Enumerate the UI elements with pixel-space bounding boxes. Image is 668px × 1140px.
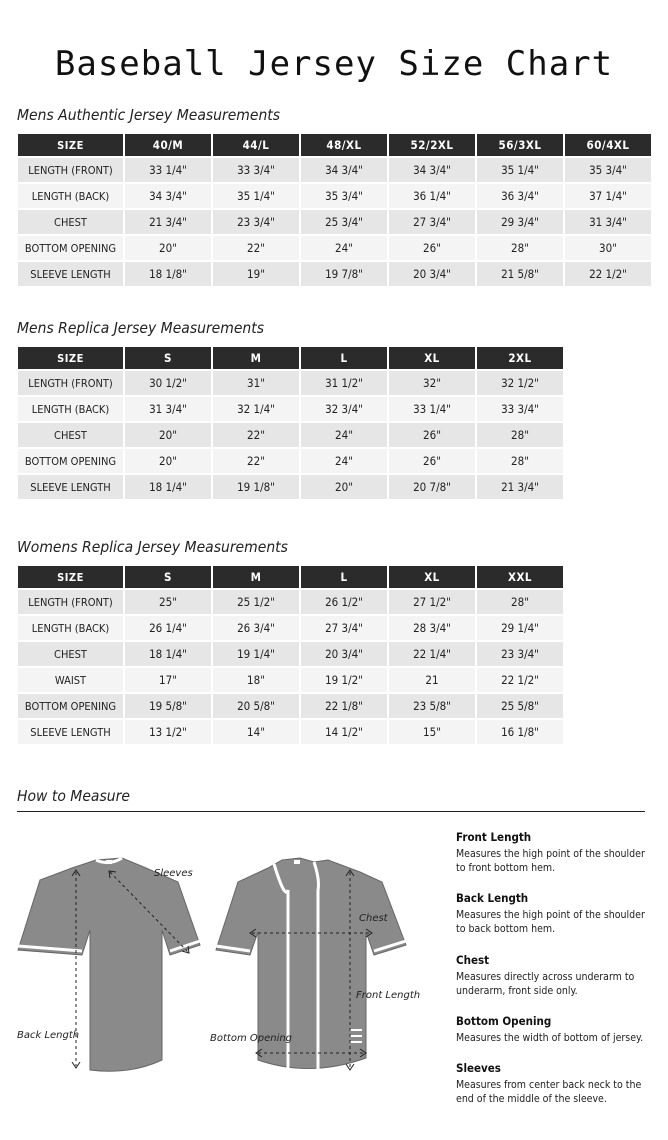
row-label: LENGTH (FRONT) [18,371,123,395]
measurement-cell: 22" [213,449,299,473]
measure-desc: Measures the high point of the shoulder to back bottom hem. [456,909,645,935]
size-column-header: 52/2XL [389,134,475,156]
size-column-header: XXL [477,566,563,588]
size-column-header: 56/3XL [477,134,563,156]
label-chest: Chest [359,913,388,924]
measurement-cell: 21 3/4" [125,210,211,234]
size-column-header: S [125,566,211,588]
size-column-header: 2XL [477,347,563,369]
table-row [18,668,563,692]
measurement-cell: 17" [125,668,211,692]
measurement-cell: 31 3/4" [125,397,211,421]
size-column-header: XL [389,566,475,588]
table-row [18,371,563,395]
measurement-cell: 20" [125,449,211,473]
section-divider [17,811,645,812]
size-column-header: M [213,347,299,369]
measurement-cell: 24" [301,423,387,447]
measurement-cell: 25 1/2" [213,590,299,614]
row-label: LENGTH (BACK) [18,616,123,640]
table-row [18,590,563,614]
measurement-cell: 20 7/8" [389,475,475,499]
measurement-cell: 35 1/4" [213,184,299,208]
measurement-cell: 28" [477,236,563,260]
row-label: LENGTH (FRONT) [18,590,123,614]
authentic-heading: Mens Authentic Jersey Measurements [17,106,281,124]
table-row [18,397,563,421]
measurement-cell: 20 3/4" [301,642,387,666]
measurement-cell: 30 1/2" [125,371,211,395]
measurement-cell: 18" [213,668,299,692]
measurement-cell: 22" [213,236,299,260]
measurement-cell: 28" [477,423,563,447]
measure-title: Chest [456,953,490,967]
measure-back-length [456,891,656,936]
row-label: BOTTOM OPENING [18,694,123,718]
size-column-header: L [301,347,387,369]
measure-title: Back Length [456,891,529,905]
measurement-cell: 32 1/2" [477,371,563,395]
size-column-header: M [213,566,299,588]
measurement-cell: 29 1/4" [477,616,563,640]
row-label: CHEST [18,210,123,234]
measurement-cell: 28 3/4" [389,616,475,640]
replica-heading: Mens Replica Jersey Measurements [17,319,265,337]
measurement-cell: 33 1/4" [125,158,211,182]
measure-desc: Measures directly across underarm to underarm, front side only. [456,971,635,997]
measurement-cell: 30" [565,236,651,260]
measurement-cell: 32 3/4" [301,397,387,421]
measurement-cell: 19" [213,262,299,286]
measurement-cell: 19 1/8" [213,475,299,499]
measurement-cell: 34 3/4" [125,184,211,208]
row-label: CHEST [18,423,123,447]
measurement-cell: 27 3/4" [301,616,387,640]
measurement-cell: 20 5/8" [213,694,299,718]
measurement-cell: 22 1/8" [301,694,387,718]
size-column-header: L [301,566,387,588]
measurement-cell: 20 3/4" [389,262,475,286]
measurement-cell: 14 1/2" [301,720,387,744]
row-label: LENGTH (BACK) [18,184,123,208]
table-row [18,236,651,260]
size-header: SIZE [18,566,123,588]
size-column-header: 44/L [213,134,299,156]
size-column-header: XL [389,347,475,369]
measure-desc: Measures the width of bottom of jersey. [456,1032,644,1044]
table-row [18,720,563,744]
measurement-cell: 31" [213,371,299,395]
measurement-cell: 20" [125,236,211,260]
measurement-cell: 33 1/4" [389,397,475,421]
measurement-cell: 24" [301,236,387,260]
label-sleeves: Sleeves [154,868,193,879]
measurement-cell: 26 1/2" [301,590,387,614]
table-row [18,423,563,447]
measurement-cell: 28" [477,449,563,473]
measurement-cell: 22" [213,423,299,447]
measurement-cell: 26" [389,236,475,260]
measurement-cell: 27 1/2" [389,590,475,614]
measurement-cell: 25" [125,590,211,614]
womens-heading: Womens Replica Jersey Measurements [17,538,288,556]
table-row [18,262,651,286]
row-label: CHEST [18,642,123,666]
measurement-cell: 33 3/4" [477,397,563,421]
header-row [18,566,563,588]
measurement-cell: 26" [389,449,475,473]
header-row [18,347,563,369]
measurement-cell: 35 3/4" [565,158,651,182]
replica-size-table [16,345,565,501]
size-column-header: 40/M [125,134,211,156]
measurement-cell: 18 1/4" [125,642,211,666]
label-bottom-opening: Bottom Opening [210,1033,293,1044]
row-label: LENGTH (FRONT) [18,158,123,182]
measurement-cell: 32" [389,371,475,395]
how-to-measure-heading: How to Measure [17,787,130,805]
measurement-cell: 36 3/4" [477,184,563,208]
womens-size-table [16,564,565,746]
table-row [18,642,563,666]
row-label: LENGTH (BACK) [18,397,123,421]
measurement-cell: 29 3/4" [477,210,563,234]
measurement-cell: 33 3/4" [213,158,299,182]
measure-chest [456,953,656,998]
measurement-cell: 35 1/4" [477,158,563,182]
measurement-cell: 25 5/8" [477,694,563,718]
row-label: SLEEVE LENGTH [18,262,123,286]
measurement-cell: 19 5/8" [125,694,211,718]
size-column-header: S [125,347,211,369]
measurement-cell: 19 1/4" [213,642,299,666]
measurement-cell: 31 3/4" [565,210,651,234]
measurement-cell: 18 1/8" [125,262,211,286]
measurement-cell: 15" [389,720,475,744]
row-label: SLEEVE LENGTH [18,475,123,499]
label-back-length: Back Length [17,1030,80,1041]
table-row [18,184,651,208]
measurement-cell: 21 3/4" [477,475,563,499]
measure-desc: Measures the high point of the shoulder to front bottom hem. [456,848,645,874]
measure-front-length [456,830,656,875]
measurement-cell: 31 1/2" [301,371,387,395]
measurement-cell: 22 1/4" [389,642,475,666]
size-column-header: 48/XL [301,134,387,156]
measurement-cell: 16 1/8" [477,720,563,744]
measure-title: Sleeves [456,1061,501,1075]
size-column-header: 60/4XL [565,134,651,156]
table-row [18,694,563,718]
measurement-cell: 23 3/4" [213,210,299,234]
measurement-cell: 14" [213,720,299,744]
size-header: SIZE [18,134,123,156]
measurement-cell: 13 1/2" [125,720,211,744]
row-label: BOTTOM OPENING [18,449,123,473]
measurement-cell: 27 3/4" [389,210,475,234]
measurement-cell: 20" [125,423,211,447]
measurement-cell: 32 1/4" [213,397,299,421]
table-row [18,158,651,182]
measurement-cell: 24" [301,449,387,473]
table-row [18,616,563,640]
measurement-cell: 34 3/4" [301,158,387,182]
measure-desc: Measures from center back neck to the end of the middle of the sleeve. [456,1079,642,1105]
row-label: WAIST [18,668,123,692]
measurement-cell: 26 1/4" [125,616,211,640]
measurement-cell: 21 [389,668,475,692]
measurement-cell: 19 7/8" [301,262,387,286]
measurement-cell: 21 5/8" [477,262,563,286]
row-label: SLEEVE LENGTH [18,720,123,744]
measure-title: Bottom Opening [456,1014,552,1028]
measurement-cell: 26" [389,423,475,447]
table-row [18,449,563,473]
measurement-cell: 28" [477,590,563,614]
measurement-cell: 36 1/4" [389,184,475,208]
authentic-size-table [16,132,653,288]
measurement-cell: 19 1/2" [301,668,387,692]
measurement-cell: 22 1/2" [477,668,563,692]
measure-bottom-opening [456,1014,656,1045]
table-row [18,210,651,234]
header-row [18,134,651,156]
measurement-cell: 18 1/4" [125,475,211,499]
measure-title: Front Length [456,830,532,844]
measurement-cell: 22 1/2" [565,262,651,286]
measurement-cell: 23 5/8" [389,694,475,718]
measurement-cell: 25 3/4" [301,210,387,234]
measurement-cell: 35 3/4" [301,184,387,208]
measurement-cell: 34 3/4" [389,158,475,182]
label-front-length: Front Length [356,990,421,1001]
table-row [18,475,563,499]
measurement-cell: 26 3/4" [213,616,299,640]
measurement-cell: 20" [301,475,387,499]
measure-sleeves [456,1061,656,1106]
size-header: SIZE [18,347,123,369]
measurement-cell: 23 3/4" [477,642,563,666]
row-label: BOTTOM OPENING [18,236,123,260]
measurement-cell: 37 1/4" [565,184,651,208]
jersey-measure-diagram [10,820,440,1120]
page-title: Baseball Jersey Size Chart [54,44,614,84]
